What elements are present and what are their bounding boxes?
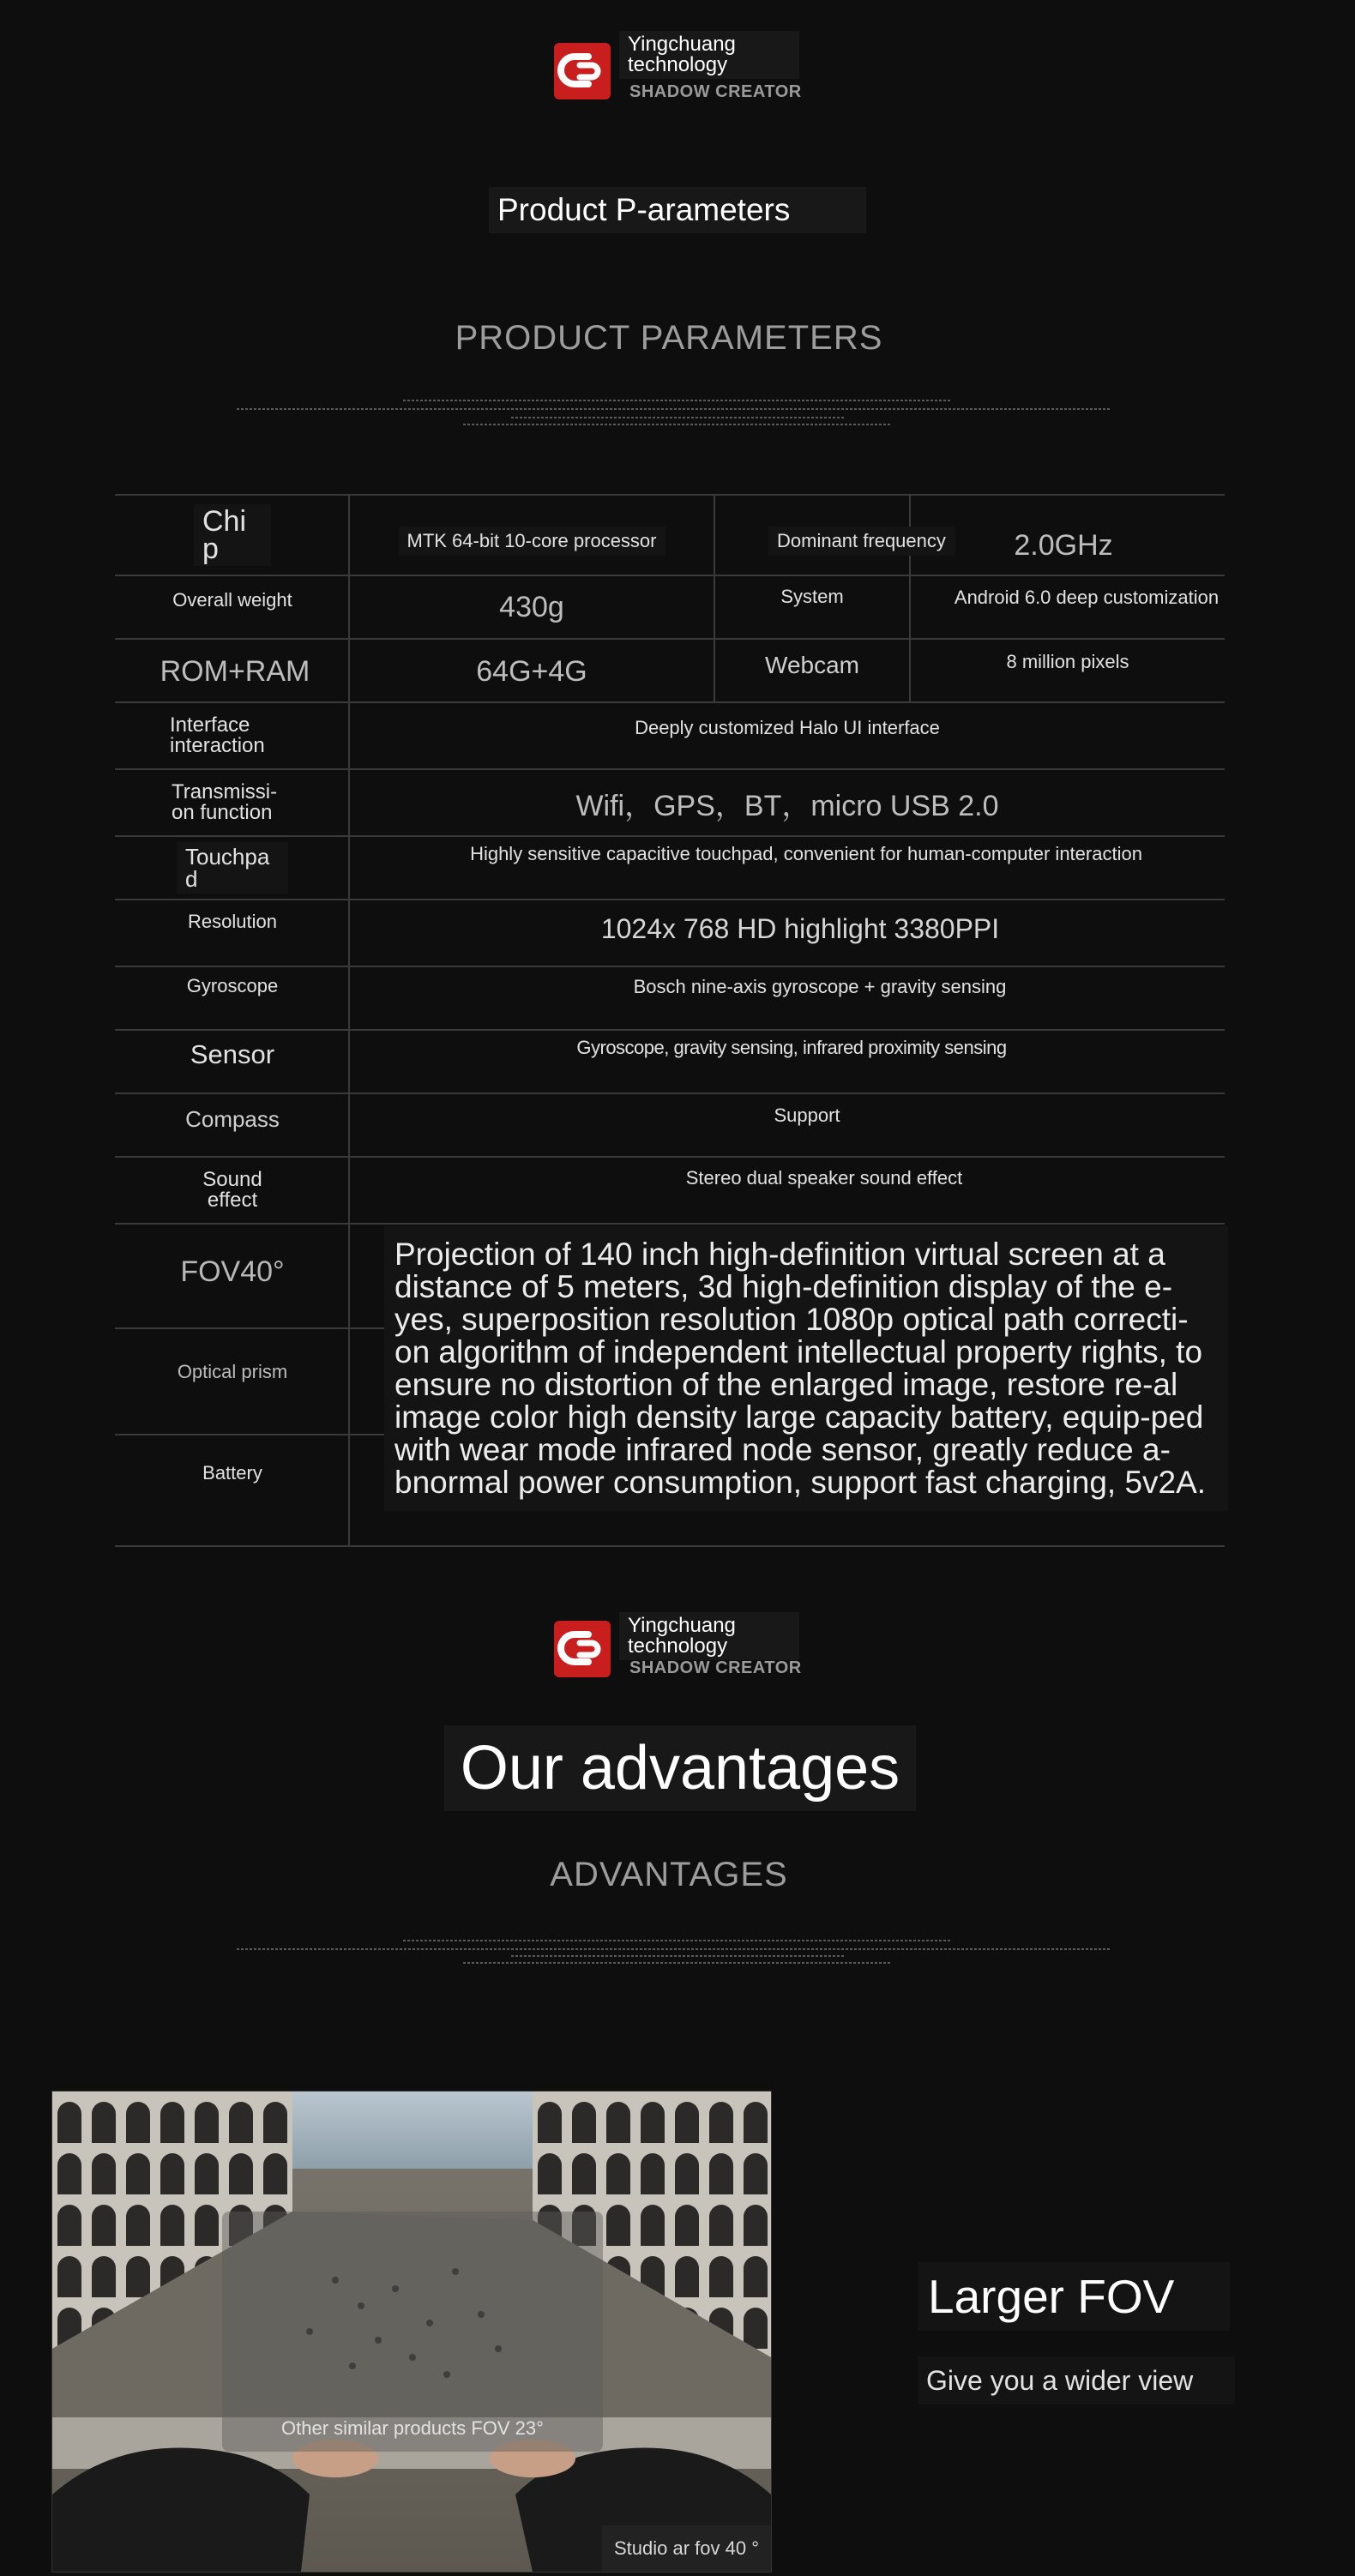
params-subtitle: PRODUCT PARAMETERS xyxy=(455,319,883,357)
compass-value: Support xyxy=(774,1104,840,1126)
transmission-value: Wifi，GPS，BT，micro USB 2.0 xyxy=(575,789,999,822)
fov-heading: Larger FOV xyxy=(918,2262,1230,2331)
transmission-label: Transmissi-on function xyxy=(172,780,278,824)
fov-subheading: Give you a wider view xyxy=(918,2356,1235,2404)
brand-logo xyxy=(554,1621,611,1677)
frequency-value: 2.0GHz xyxy=(1014,528,1113,562)
advantages-fine-print xyxy=(403,1940,952,1941)
memory-label: ROM+RAM xyxy=(160,654,310,688)
params-fine-print xyxy=(463,424,892,425)
params-fine-print xyxy=(403,400,952,401)
params-fine-print xyxy=(237,408,1111,410)
sound-label-cell xyxy=(117,1158,348,1223)
outer-fov-caption: Studio ar fov 40 ° xyxy=(602,2525,771,2572)
interface-value: Deeply customized Halo UI interface xyxy=(635,717,940,738)
resolution-value: 1024x 768 HD highlight 3380PPI xyxy=(600,912,1000,944)
fov-label: FOV40° xyxy=(180,1255,285,1288)
advantages-title: Our advantages xyxy=(444,1725,916,1811)
chip-label-cell xyxy=(117,496,348,575)
frequency-label: Dominant frequency xyxy=(768,527,955,556)
webcam-label: Webcam xyxy=(765,652,859,678)
touchpad-label: Touchpa d xyxy=(177,842,288,894)
weight-value: 430g xyxy=(499,590,564,623)
sensor-label: Sensor xyxy=(190,1039,275,1069)
merged-description: Projection of 140 inch high-definition virtual screen at a distance of 5 meters, 3d high-definition display of the e-yes, superposition resolution 1080p optical path correcti-on algorithm of independent intellectual property rights, to ensure no distortion of the enlarged image, restore re-al image color high density large capacity battery, equip-ped with wear mode infrared node sensor, greatly reduce a-bnormal power consumption, support fast charging, 5v2A. xyxy=(384,1226,1228,1511)
chip-label: Chi p xyxy=(194,504,271,566)
compass-label: Compass xyxy=(185,1105,280,1132)
brand-name: Yingchuang technology xyxy=(619,1612,799,1660)
fov-comparison-photo xyxy=(51,2091,772,2573)
gyroscope-value: Bosch nine-axis gyroscope + gravity sensing xyxy=(633,976,1007,997)
inner-fov-caption: Other similar products FOV 23° xyxy=(281,2417,544,2439)
brand-name: Yingchuang technology xyxy=(619,31,799,79)
brand-tagline: SHADOW CREATOR xyxy=(629,82,802,101)
interface-label: Interface interaction xyxy=(170,713,265,757)
brand-logo-icon xyxy=(554,43,611,99)
touchpad-value: Highly sensitive capacitive touchpad, convenient for human-computer interaction xyxy=(470,843,1142,864)
touchpad-label-cell xyxy=(117,837,348,899)
transmission-label-cell xyxy=(117,770,348,835)
advantages-fine-print xyxy=(511,1955,846,1957)
resolution-label: Resolution xyxy=(188,911,277,932)
chip-value-cell xyxy=(350,496,714,575)
brand-logo xyxy=(554,43,611,99)
webcam-value: 8 million pixels xyxy=(1006,651,1129,672)
chip-value: MTK 64-bit 10-core processor xyxy=(399,527,665,556)
advantages-subtitle: ADVANTAGES xyxy=(550,1856,788,1893)
sound-value: Stereo dual speaker sound effect xyxy=(685,1167,963,1189)
advantages-fine-print xyxy=(237,1948,1111,1950)
gyroscope-label: Gyroscope xyxy=(186,975,279,996)
system-label: System xyxy=(780,586,844,607)
sound-label: Sound effect xyxy=(202,1168,262,1212)
brand-tagline: SHADOW CREATOR xyxy=(629,1658,802,1677)
prism-label: Optical prism xyxy=(177,1361,288,1382)
params-fine-print xyxy=(511,417,846,418)
interface-label-cell xyxy=(117,703,348,768)
sensor-value: Gyroscope, gravity sensing, infrared proximity sensing xyxy=(576,1037,1007,1058)
inner-fov-frame xyxy=(222,2212,603,2452)
system-value: Android 6.0 deep customization xyxy=(954,587,1220,608)
weight-label: Overall weight xyxy=(172,589,292,611)
battery-label: Battery xyxy=(202,1462,262,1484)
frequency-label-cell xyxy=(715,496,1007,575)
brand-logo-icon xyxy=(554,1621,611,1677)
params-title: Product P-arameters xyxy=(489,187,866,233)
advantages-fine-print xyxy=(463,1962,892,1964)
memory-value: 64G+4G xyxy=(476,654,587,688)
